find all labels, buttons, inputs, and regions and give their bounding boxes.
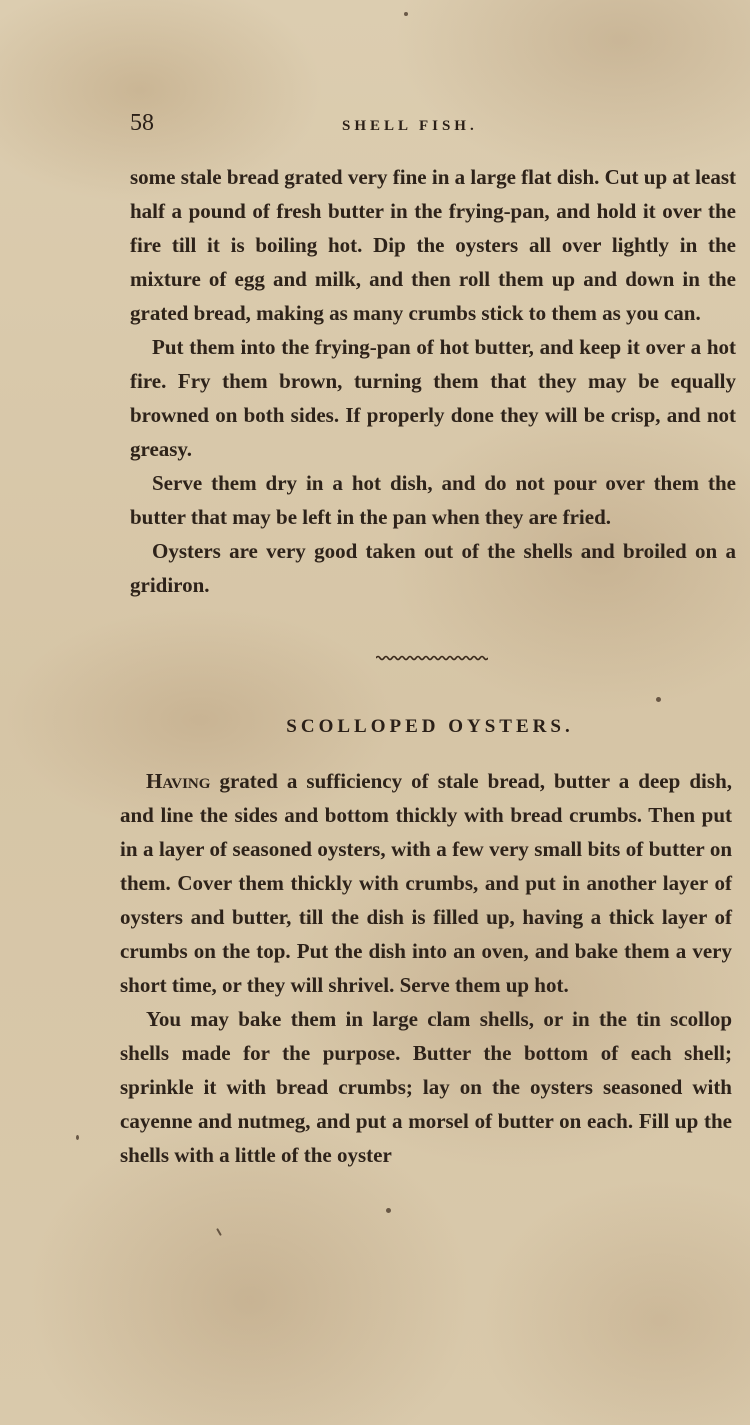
wavy-divider-rule — [376, 654, 488, 662]
ink-fleck — [656, 697, 661, 702]
fried-oysters-text — [130, 160, 736, 602]
ink-fleck — [404, 12, 408, 16]
paragraph: Oysters are very good taken out of the shells and broiled on a gridiron. — [130, 539, 736, 597]
paragraph: You may bake them in large clam shells, or in the tin scollop shells made for the purpose. Butter the bottom of each shell; sprinkle it with bread crumbs; lay on the oysters seasoned with cayenne and nutmeg, and put a morsel of butter on each. Fill up the shells with a little of the oyster — [120, 1007, 732, 1167]
paragraph-continued: some stale bread grated very fine in a large flat dish. Cut up at least half a pound of fresh butter in the frying-pan, and hold it over the fire till it is boiling hot. Dip the oysters all over lightly in the mixture of egg and milk, and then roll them up and down in the grated bread, making as many crumbs stick to them as you can. — [130, 165, 736, 325]
page-number: 58 — [130, 110, 154, 136]
paragraph — [120, 764, 732, 1002]
paragraph: Serve them dry in a hot dish, and do not pour over them the butter that may be left in the pan when they are fried. — [130, 471, 736, 529]
running-head: SHELL FISH. — [342, 118, 478, 134]
paragraph: Put them into the frying-pan of hot butter, and keep it over a hot fire. Fry them brown, turning them that they may be equally browned on both sides. If properly done they will be crisp, and not greasy. — [130, 335, 736, 461]
ink-fleck — [216, 1228, 222, 1236]
section-title: SCOLLOPED OYSTERS. — [286, 716, 574, 737]
paragraph-rest: grated a sufficiency of stale bread, butter a deep dish, and line the sides and bottom thickly with bread crumbs. Then put in a layer of seasoned oysters, with a few very small bits of butter on them. Cover them thickly with crumbs, and put in another layer of oysters and butter, till the dish is filled up, having a thick layer of crumbs on the top. Put the dish into an oven, and bake them a very short time, or they will shrivel. Serve them up hot. — [120, 769, 732, 997]
scolloped-oysters-text — [120, 764, 732, 1172]
drop-word: Having — [146, 769, 211, 793]
ink-fleck — [386, 1208, 391, 1213]
page-header — [130, 110, 730, 144]
ink-fleck — [76, 1135, 79, 1140]
